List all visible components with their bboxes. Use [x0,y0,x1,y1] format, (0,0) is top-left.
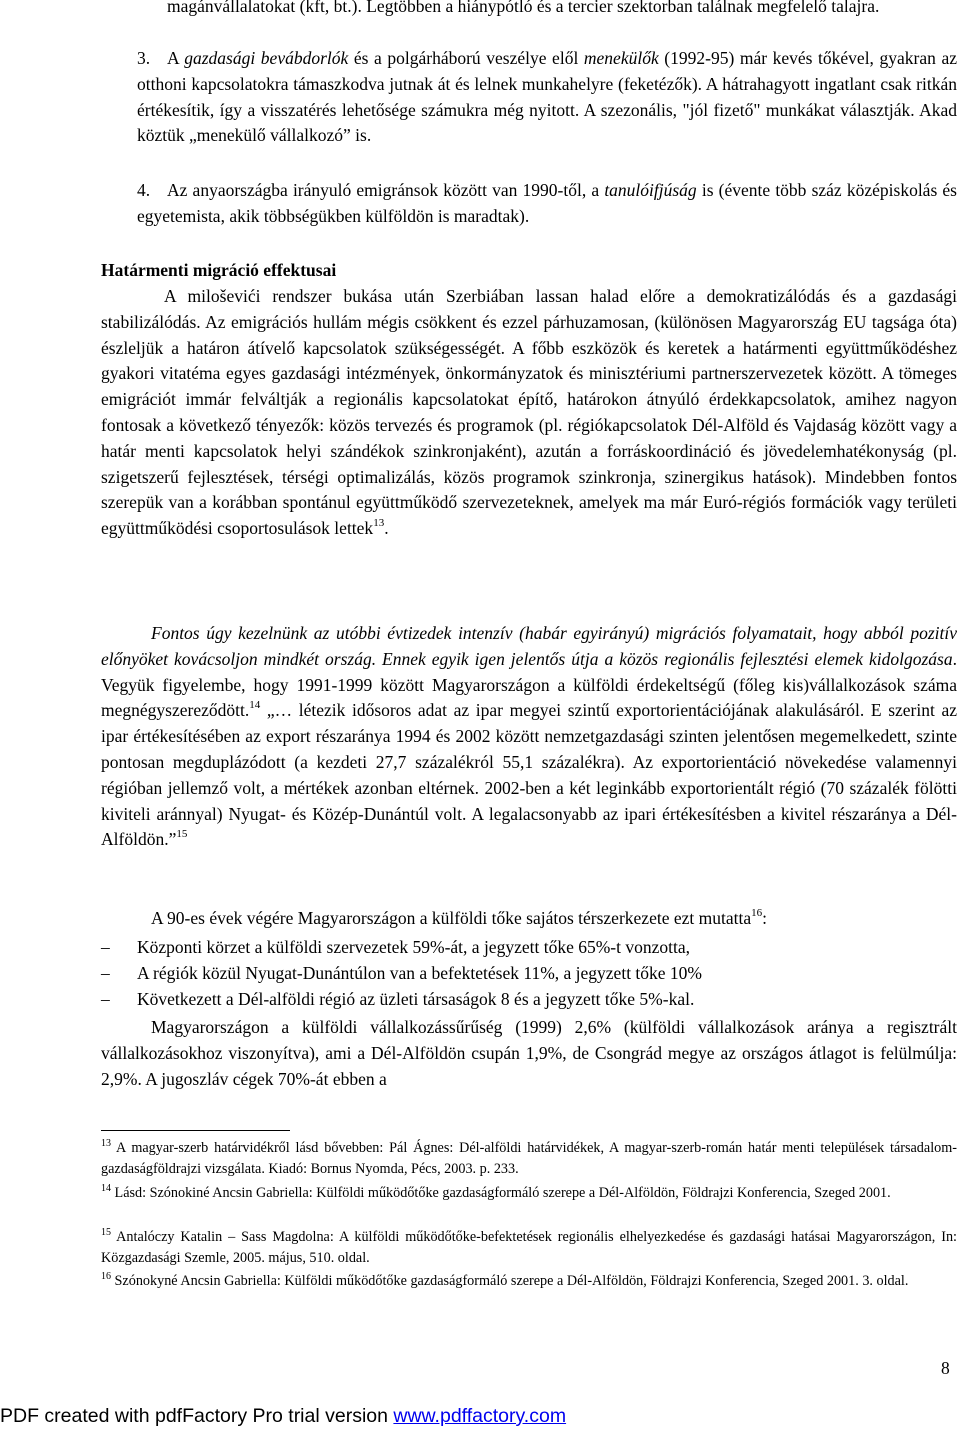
list-item [101,987,694,1012]
bullet-text: Központi körzet a külföldi szervezetek 59%-át, a jegyzett tőke 65%-t vonzotta, [137,937,690,957]
paragraph-4-text: Magyarországon a külföldi vállalkozássűrűség (1999) 2,6% (külföldi vállalkozások aránya a regisztrált vállalkozásokhoz viszonyítva), ami a Dél-Alföldön csupán 1,9%, de Csongrád megye az országos átlagot is felülmúlja: 2,9%. A jugoszláv cégek 70%-át ebben a [101,1017,957,1089]
paragraph-3-end: : [762,908,767,928]
footer-text: PDF created with pdfFactory Pro trial version [0,1405,394,1427]
page-number: 8 [941,1358,950,1378]
footnote-16 [101,1271,957,1292]
paragraph-1 [101,284,957,542]
paragraph-2 [101,621,957,853]
list-item-3 [137,46,957,149]
list-item-4-text-a: Az anyaországba irányuló emigránsok között van 1990-től, a [167,180,605,200]
paragraph-2-text-a: . Vegyük figyelembe, hogy 1991-1999 között Magyarországon a külföldi érdekeltségű (főleg kis)vállalkozások száma megnégyszereződött. [101,648,957,721]
list-item-3-italic-a: gazdasági bevábdorlók [184,48,349,68]
footnote-ref-16: 16 [751,907,763,919]
bullet-text: Következett a Dél-alföldi régió az üzleti társaságok 8 és a jegyzett tőke 5%-kal. [137,989,695,1009]
list-item [101,935,690,960]
list-item-3-text-a: A [167,48,185,68]
paragraph-1-text: A miloševići rendszer bukása után Szerbiában lassan halad előre a demokratizálódás és a gazdasági stabilizálódás. Az emigrációs hullám mégis csökkent és ezzel párhuzamosan, (különösen Magyarország EU tagsága óta) észleljük a határon átívelő kapcsolatok szükségességét. A főbb eszközök és keretek a határmenti együttműködéshez gyakori vitatéma egyes gazdasági intézmények, önkormányzatok és minisztériumi partnerszervezetek között. A tömeges emigrációt immár felváltják a regionális kapcsolatokat építő, határokon átnyúló érdekkapcsolatok, amihez nagyon fontosak a következő tényezők: közös tervezés és programok (pl. régiókapcsolatok Dél-Alföld és Vajdaság között vagy a határ menti kapcsolatok helyi szándékok szinkronjaként), azután a forráskoordináció és jövedelemhatékonyság (pl. szigetszerű fejlesztések, térségi optimalizálás, közös programok szinkronja, szinergikus hatások). Mindebben fontos szerepük van a korábban spontánul együttműködő szervezeteknek, amelyek ma már Euró-régiós formációk vagy területi együttműködési csoportosulások lettek [101,286,957,539]
footnote-separator [101,1130,290,1131]
footnote-text: Antalóczy Katalin – Sass Magdolna: A külföldi működőtőke-befektetések regionális elhelyezkedése és gazdasági hatásai Magyarországon, In: Közgazdasági Szemle, 2005. május, 510. oldal. [101,1229,957,1266]
footnote-15 [101,1227,957,1269]
top-fragment-paragraph [167,0,957,20]
paragraph-1-end: . [384,518,389,539]
paragraph-3 [101,906,957,932]
list-item-3-text-b: és a polgárháború veszélye elől [348,48,584,68]
bullet-dash: – [101,963,110,983]
list-item-3-italic-b: menekülők [583,48,659,68]
list-item-3-text-c: (1992-95) már kevés tőkével, gyakran az otthoni kapcsolatokra támaszkodva jutnak át és lelnek munkahelyre (feketézők). A hátrahagyott ingatlant csak ritkán értékesítik, így a visszatérés lehetősége számukra még nyitott. A szezonális, "jól fizető" munkákat választják. Akad köztük „menekülő vállalkozó” is. [137,48,957,146]
paragraph-3-text: A 90-es évek végére Magyarországon a külföldi tőke sajátos térszerkezete ezt mutatta [151,908,752,928]
list-item-4-italic: tanulóifjúság [604,180,697,200]
footnote-number: 13 [101,1138,111,1149]
footnote-number: 14 [101,1183,111,1194]
footnote-ref-14: 14 [249,699,261,712]
bullet-dash: – [101,937,110,957]
footnote-ref-13: 13 [373,517,385,530]
paragraph-2-text-b: „… létezik idősoros adat az ipar megyei szintű exportorientációjának alakulásáról. E szerint az ipar értékesítésében az export részaránya 1994 és 2002 között nemzetgazdasági szinten jelentősen megemelkedett, szinte pontosan megduplázódott (a kezdeti 27,7 százalékról 55,1 százalékra). Az exportorientáció növekedése valamennyi régióban jellemző volt, a mértékek azonban eltérnek. 2002-ben a két leginkább exportorientált régió (70 százalék fölötti kiviteli aránnyal) Nyugat- és Közép-Dunántúl volt. A legalacsonyabb az ipari értékesítésben a kivitel részaránya a Dél-Alföldön.” [101,700,957,850]
list-item-4-text-b: is (évente több száz középiskolás és egyetemista, akik többségükben külföldön is maradtak). [137,180,957,226]
pdf-footer [0,1405,566,1428]
footnote-text: Lásd: Szónokiné Ancsin Gabriella: Külföldi működőtőke gazdaságformáló szerepe a Dél-Alföldön, Földrajzi Konferencia, Szeged 2001. [111,1185,891,1201]
footnote-ref-15: 15 [176,828,188,841]
footnote-number: 16 [101,1271,111,1282]
footer-link[interactable]: www.pdffactory.com [393,1405,567,1427]
footnote-14 [101,1183,957,1204]
list-item-4-number: 4. [137,180,151,200]
bullet-text: A régiók közül Nyugat-Dunántúlon van a befektetések 11%, a jegyzett tőke 10% [137,963,703,983]
list-item-4 [137,178,957,230]
footnote-text: Szónokyné Ancsin Gabriella: Külföldi működőtőke gazdaságformáló szerepe a Dél-Alföldön, Földrajzi Konferencia, Szeged 2001. 3. oldal. [111,1273,909,1289]
list-item-3-number: 3. [137,48,151,68]
section-heading: Határmenti migráció effektusai [101,260,337,280]
paragraph-2-italic: Fontos úgy kezelnünk az utóbbi évtizedek intenzív (habár egyirányú) migrációs folyamatait, hogy abból pozitív előnyöket kovácsoljon mindkét ország. Ennek egyik igen jelentős útja a közös regionális fejlesztési elemek kidolgozása [101,623,957,669]
footnote-number: 15 [101,1227,111,1238]
paragraph-4 [101,1015,957,1092]
footnote-13 [101,1138,957,1180]
footnote-text: A magyar-szerb határvidékről lásd bővebben: Pál Ágnes: Dél-alföldi határvidékek, A magyar-szerb-román határ menti települések társadalom-gazdaságföldrajzi vizsgálata. Kiadó: Bornus Nyomda, Pécs, 2003. p. 233. [101,1140,957,1177]
top-fragment-text: magánvállalatokat (kft, bt.). Legtöbben a hiánypótló és a tercier szektorban találnak megfelelő talajra. [167,0,880,16]
bullet-dash: – [101,989,110,1009]
list-item [101,961,702,986]
